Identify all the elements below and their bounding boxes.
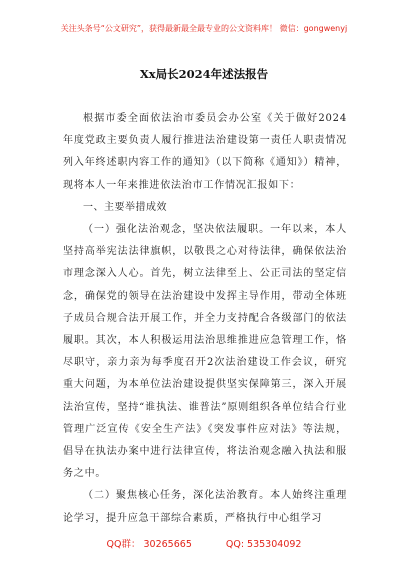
footer-promo-banner [0, 536, 408, 550]
paragraph-intro: 根据市委全面依法治市委员会办公室《关于做好2024年度党政主要负责人履行推进法治建设第一责任人职责情况列入年终述职内容工作的通知》（以下简称《通知》）精神，现将本人一年来推进依法治市工作情况汇报如下： [63, 113, 347, 191]
document-body [63, 108, 347, 530]
section-heading: 一、主要举措成效 [83, 201, 167, 213]
document-title: Xx局长2024年述法报告 [139, 67, 269, 81]
qq-group-text: QQ群： 30265665 [106, 539, 192, 550]
header-promo-banner: 关注头条号“公文研究”，获得最新最全最专业的公文资料库！ 微信：gongwenyj [60, 24, 348, 33]
paragraph-section-1: （一）强化法治观念，坚决依法履职。一年以来，本人坚持高举宪法法律旗帜，以敬畏之心对待法律，确保依法治市理念深入人心。首先，树立法律至上、公正司法的坚定信念，确保党的领导在法治建设中发挥主导作用，带动全体班子成员合规合法开展工作，并全力支持配合各级部门的依法履职。其次，本人积极运用法治思维推进应急管理工作，恪尽职守，亲力亲为每季度召开2次法治建设工作会议，研究重大问题，为本单位法治建设提供坚实保障第三，深入开展法治宣传，坚持“谁执法、谁普法”原则组织各单位结合行业管理广泛宣传《安全生产法》《突发事件应对法》等法规，倡导在执法办案中进行法律宣传，将法治观念融入执法和服务之中。 [63, 224, 347, 480]
paragraph-section-2: （二）聚焦核心任务，深化法治教育。本人始终注重理论学习，提升应急干部综合素质，严格执行中心组学习 [63, 490, 347, 524]
qq-contact-text: QQ: 535304092 [225, 539, 302, 550]
